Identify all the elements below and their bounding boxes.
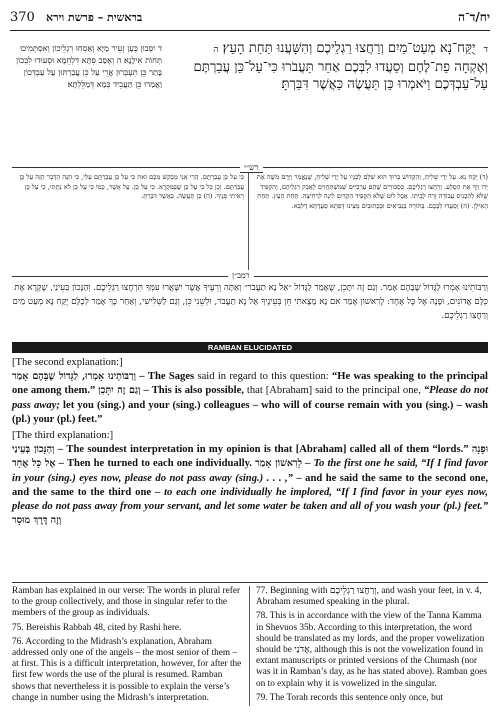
footnotes-left-column bbox=[12, 586, 242, 707]
elucidation-text: – The Sages bbox=[136, 371, 195, 383]
verse-text: וְאֶקְחָה פַת־לֶחֶם וְסַעֲדוּ לִבְּכֶם אַחַר תַּעֲבֹרוּ כִּי־עַל־כֵּן עֲבַרְתֶּם עַל־עַבְדְּכֶם וַיֹּאמְרוּ כֵּן תַּעֲשֶׂה כַּאֲשֶׁר דִּבַּרְתָּ׃ bbox=[193, 60, 488, 92]
section-tag: [The second explanation:] bbox=[12, 357, 123, 368]
hebrew-phrase: וְזֶה דֶּרֶךְ מוּסָר bbox=[12, 515, 62, 527]
elucidation-text: that [Abraham] said to the principal one, bbox=[246, 385, 424, 397]
verse-number: ה bbox=[213, 45, 219, 55]
footnote: 79. The Torah records this sentence only once, but bbox=[256, 692, 443, 703]
ramban-hebrew-text: וְרַבּוֹתֵינוּ אָמְרוּ לַגָּדוֹל שֶׁבָּהֶם אָמַר. וְגַם זֶה יִתָּכֵן, שֶׁאָמַר לַגָּדוֹל ״אַל נָא תַעֲבֹר״ וְאַתָּה וְרֵעֶיךָ אֲשֶׁר יִשָּׁאֲרוּ עִמְּךָ תִּרְחֲצוּ רַגְלֵיכֶם. וְהַנָּכוֹן בְּעֵינַי, שֶׁקָּרָא אֶת כֻּלָּם אֲדוֹנִים, וּפָנָה אֶל כָּל אֶחָד: לָרִאשׁוֹן אָמַר אִם נָא מָצָאתִי חֵן בְּעֵינֶיךָ אַל נָא תַעֲבֹר, וּלְשֵׁנִי כֵּן, וְגַם לַשְּׁלִישִׁי, וְאַחַר כָּךְ אָמַר לְכֻלָּם יֻקַּח נָא מְעַט מַיִם וְרַחֲצוּ רַגְלֵיכֶם. bbox=[12, 283, 488, 321]
page-header bbox=[10, 8, 490, 31]
elucidation-text: let you (sing.) and your (sing.) colleagues – who will of course remain with you (sing.) – wash (pl.) your (pl.) feet.” bbox=[12, 399, 488, 425]
footnotes-right-column bbox=[256, 586, 488, 707]
onkelos-translation: ד יִסְּבוּן כְּעַן זְעֵיר מַיָּא וְאַסְחוּ רִגְלֵיכוֹן וְאִסְתְּמִיכוּ תְּחוֹת אִילָנָא׃ ה וְאֶסַּב פִּתָּא דִּלְחֵמָא וּסְעוּדוּ לִבְּכוֹן בָּתַר כֵּן תִּעְבְּרוּן אֲרֵי עַל כֵּן עֲבַרְתּוּן עַל עַבְדְּכוֹן וַאֲמַרוּ כֵּן תַּעֲבֵיד כְּמָא דְּמַלֵּלְתָּא׃ bbox=[16, 43, 162, 89]
verse-number: ד bbox=[483, 45, 488, 55]
footnote: 75. Bereishis Rabbah 48, cited by Rashi here. bbox=[12, 622, 182, 633]
elucidation-text: said in regard to this question: bbox=[194, 371, 332, 383]
running-title: בראשית – פרשת וירא bbox=[46, 11, 143, 24]
section-tag: [The third explanation:] bbox=[12, 430, 114, 441]
column-divider bbox=[249, 586, 250, 706]
elucidation-text: – Then he turned to each one individually. bbox=[55, 458, 252, 470]
elucidation-text: – To the first one he said, “If I find favor in your (sing.) eyes now, please do not pass away (sing.) . . . ,” bbox=[12, 458, 489, 484]
ramban-elucidated-banner: RAMBAN ELUCIDATED bbox=[12, 342, 488, 353]
hebrew-phrase: וְהַנָּכוֹן בְּעֵינַי bbox=[12, 444, 55, 456]
elucidation-text: “He was speaking to the principal one among them.” bbox=[12, 371, 488, 397]
elucidation-text: – and he said the same to the second one, and the same to the third one – bbox=[12, 472, 488, 498]
column-divider bbox=[248, 173, 249, 270]
hebrew-phrase: וּפָנָה אֶל כָּל אֶחָד bbox=[12, 444, 488, 470]
hebrew-phrase: וְגַם זֶה יִתָּכֵן bbox=[98, 385, 141, 397]
elucidation-second-explanation bbox=[12, 356, 488, 427]
elucidation-text: “Please do not pass away; bbox=[12, 385, 489, 411]
elucidation-third-explanation bbox=[12, 429, 488, 528]
verse-text: יֻקַּח־נָא מְעַט־מַיִם וְרַחֲצוּ רַגְלֵיכֶם וְהִשָּׁעֲנוּ תַּחַת הָעֵץ׃ bbox=[222, 41, 476, 56]
rashi-heading: רש״י bbox=[240, 163, 263, 173]
torah-text bbox=[188, 40, 488, 93]
rashi-commentary-right: (ד) יֻקַּח נָא. עַל יְדֵי שָׁלִיחַ, וְהַקָּדוֹשׁ בָּרוּךְ הוּא שִׁלֵּם לְבָנָיו עַל יְדֵי שָׁלִיחַ, שֶׁנֶּאֱמַר וַיָּרֶם מֹשֶׁה אֶת יָדוֹ וְיַךְ אֶת הַסֶּלַע. וְרַחֲצוּ רַגְלֵיכֶם. כִּסְבוּרִים שֶׁהֵם עַרְבִיִּים שֶׁמִּשְׁתַּחֲוִים לַאֲבַק רַגְלֵיהֶם, וְהִקְפִּיד שֶׁלֹּא לְהַכְנִיס עֲבוֹדָה זָרָה לְבֵיתוֹ. אֲבָל לוֹט שֶׁלֹּא הִקְפִּיד הִקְדִּים לִינָה לִרְחִיצָה. תַּחַת הָעֵץ. תַּחַת הָאִילָן. (ה) וְסַעֲדוּ לִבְּכֶם. בַּתּוֹרָה בַּנְּבִיאִים וּבַכְּתוּבִים מָצִינוּ דְּפִתָּא סַעֲדְתָּא דְלִבָּא. bbox=[256, 173, 488, 210]
page-number: 370 bbox=[10, 10, 35, 25]
footnote: Ramban has explained in our verse: The words in plural refer to the group collectively, and those in singular refer to the members of the group as individuals. bbox=[12, 586, 241, 619]
footnote-divider bbox=[12, 582, 488, 583]
hebrew-phrase: לָרִאשׁוֹן אָמַר bbox=[255, 458, 303, 470]
rashi-commentary-left: כִּי עַל כֵּן עֲבַרְתֶּם. הֲרֵי אֲנִי מְבַקֵּשׁ מִכֶּם זֹאת כִּי עַל כֵּן עֲבַרְתֶּם עָלַי, כִּי הִנֵּה הַדָּבָר הַזֶּה עַל כֵּן עֲבַרְתֶּם. וְכֵן כָּל כִּי עַל כֵּן שֶׁבַּמִּקְרָא. כִּי עַל כֵּן. עַל אֲשֶׁר, כְּמוֹ כִּי עַל כֵּן לֹא נָתַתִּי, כִּי עַל כֵּן רָאִיתִי פָנֶיךָ. (ה) כֵּן תַּעֲשֶׂה. כַּאֲשֶׁר דִּבַּרְתָּ. bbox=[19, 173, 244, 201]
elucidation-text: – This is also possible, bbox=[140, 385, 247, 397]
elucidation-text: – The soundest interpretation in my opinion is that [Abraham] called all of them “lords.” bbox=[54, 444, 469, 456]
elucidation-text: to each one individually he implored, “If I find favor in your eyes now, please do not pass away from your servant, and let some water be taken and all of you wash your (pl.) feet.” bbox=[12, 486, 488, 513]
hebrew-phrase: וְרַבּוֹתֵינוּ אָמְרוּ, לַגָּדוֹל שֶׁבָּהֶם אָמַר bbox=[12, 371, 136, 383]
footnote: 77. Beginning with וְרַחֲצוּ רַגְלֵיכֶם, and wash your feet, in v. 4, Abraham resumed speaking in the plural. bbox=[256, 586, 482, 608]
chapter-reference: יח/ד־ה bbox=[458, 10, 490, 24]
footnote: 78. This is in accordance with the view of the Tanna Kamma in Shevuos 35b. According to this interpretation, the word should be translated as my lords, and the proper vowelization should be אֲדֹנַי, although this is not the vowelization found in extant manuscripts or printed versions of the Chumash (nor was it in Ramban’s day, as he has stated above). Ramban goes on to explain why it is vowelized in the singular. bbox=[256, 611, 487, 689]
footnote: 76. According to the Midrash’s explanation, Abraham addressed only one of the angels – the most senior of them – at first. This is a difficult interpretation, however, for after the first few words the use of the plural is resumed. Ramban shows that nevertheless it is possible to explain the verse’s change in number using the Midrash’s interpretation. bbox=[12, 636, 242, 703]
ramban-heading: רמב״ן bbox=[228, 271, 254, 280]
